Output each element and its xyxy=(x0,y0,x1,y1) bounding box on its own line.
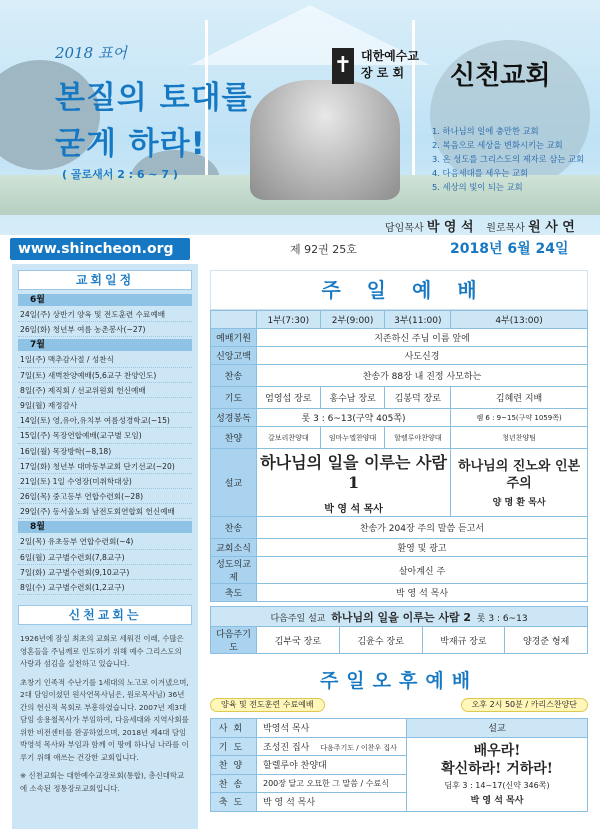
motto-year: 2018 표어 xyxy=(55,44,127,62)
schedule-item: 8일(수) 교구별수련회(1,2교구) xyxy=(18,580,192,595)
month-august: 8월 xyxy=(18,521,192,533)
afternoon-sermon-verse: 딤후 3 : 14~17(신약 346쪽) xyxy=(444,781,550,790)
issue-number: 제 92권 25호 xyxy=(290,243,357,256)
church-goals xyxy=(432,124,584,194)
schedule-heading: 교회일정 xyxy=(18,270,192,290)
row-value: 롯 3 : 6~13(구약 405쪽) xyxy=(257,409,451,427)
row-label: 예배기원 xyxy=(211,329,257,347)
table-row xyxy=(211,347,588,365)
afternoon-sermon-line2: 확신하라! 거하라! xyxy=(441,761,553,777)
afternoon-sermon-preacher: 박 영 석 목사 xyxy=(470,796,524,806)
next-week-table xyxy=(210,606,588,654)
row-label: 찬송 xyxy=(211,774,257,793)
goal-item: 1. 하나님의 일에 충만한 교회 xyxy=(432,126,539,136)
sidebar xyxy=(12,264,198,829)
next-sermon-cell xyxy=(211,607,588,627)
service-2: 2부(9:00) xyxy=(320,311,385,329)
row-value: 사도신경 xyxy=(257,347,588,365)
next-prayer-row xyxy=(211,627,588,654)
row-value: 지존하신 주님 이름 앞에 xyxy=(257,329,588,347)
row-value: 200장 달고 오묘한 그 말씀 / 수료식 xyxy=(257,774,407,793)
worship-title-banner xyxy=(210,270,588,310)
row-value: 할렐루야 찬양대 xyxy=(257,756,407,775)
table-row xyxy=(211,584,588,602)
church-name: 신천교회 xyxy=(450,61,551,91)
row-label: 축도 xyxy=(211,793,257,812)
sermon-cell xyxy=(257,449,451,517)
row-value: 박영석 목사 xyxy=(257,719,407,738)
row-label: 신앙고백 xyxy=(211,347,257,365)
goal-item: 3. 온 성도를 그리스도의 제자로 삼는 교회 xyxy=(432,154,584,164)
service-4: 4부(13:00) xyxy=(451,311,588,329)
denomination xyxy=(361,48,419,82)
schedule-item: 21일(토) 1일 수영장(미취학대상) xyxy=(18,474,192,489)
worship-order-table xyxy=(210,310,588,602)
afternoon-sermon-line1: 배우라! xyxy=(473,743,521,759)
row-value xyxy=(257,737,407,756)
sermon4-title: 하나님의 진노와 인본주의 xyxy=(458,458,581,491)
worship-section xyxy=(210,270,588,812)
next-sermon-verse: 롯 3 : 6~13 xyxy=(476,613,528,624)
row-value: 김혜련 지배 xyxy=(451,387,588,409)
website-link[interactable]: www.shincheon.org xyxy=(10,238,190,260)
table-row xyxy=(211,719,588,738)
row-value: 박 영 석 목사 xyxy=(257,793,407,812)
row-label: 찬양 xyxy=(211,427,257,449)
row-value: 할렐루야찬양대 xyxy=(385,427,451,449)
row-value: 엄영섭 장로 xyxy=(257,387,321,409)
schedule-item: 26일(목) 중고등부 연합수련회(~28) xyxy=(18,489,192,504)
schedule-item: 29일(주) 동서울노회 남전도회연합회 헌신예배 xyxy=(18,504,192,519)
row-value: 임마누엘찬양대 xyxy=(320,427,385,449)
afternoon-sermon-label: 설교 xyxy=(407,719,588,738)
denomination-line1: 대한예수교 xyxy=(361,49,419,63)
table-row xyxy=(211,539,588,557)
row-value: 환영 및 광고 xyxy=(257,539,588,557)
motto-line2: 굳게 하라! xyxy=(55,126,206,162)
next-sermon-label: 다음주일 설교 xyxy=(270,613,326,624)
row-label: 설교 xyxy=(211,449,257,517)
row-label: 교회소식 xyxy=(211,539,257,557)
service-header-row xyxy=(211,311,588,329)
row-value: 찬송가 204장 주의 말씀 듣고서 xyxy=(257,517,588,539)
schedule-item: 8일(주) 제직회 / 선교위원회 헌신예배 xyxy=(18,383,192,398)
afternoon-title: 주일오후예배 xyxy=(319,670,479,692)
sermon-title: 하나님의 일을 이루는 사람 1 xyxy=(260,453,447,492)
row-label: 찬양 xyxy=(211,756,257,775)
table-row xyxy=(211,329,588,347)
schedule-item: 16일(월) 목장방학(~8,18) xyxy=(18,444,192,459)
row-value: 양경준 형제 xyxy=(505,627,588,654)
table-row xyxy=(211,365,588,387)
table-row xyxy=(211,449,588,517)
schedule-item: 7일(화) 교구별수련회(9,10교구) xyxy=(18,565,192,580)
schedule-item: 6일(월) 교구별수련회(7,8교구) xyxy=(18,550,192,565)
pastors-line xyxy=(385,216,575,235)
service-1: 1부(7:30) xyxy=(257,311,321,329)
table-row xyxy=(211,557,588,584)
row-value: 살아계신 주 xyxy=(257,557,588,584)
afternoon-subinfo xyxy=(210,698,588,714)
family-photo xyxy=(250,80,400,200)
blank-cell xyxy=(211,311,257,329)
schedule-item: 26일(화) 청년부 여름 농촌봉사(~27) xyxy=(18,322,192,337)
emeritus-pastor-label: 원로목사 xyxy=(486,223,525,234)
row-value: 김봉덕 장로 xyxy=(385,387,451,409)
month-july: 7월 xyxy=(18,339,192,351)
about-paragraph: 초창기 인족적 수난기를 1세대의 노고로 이겨냈으며, 2대 담임이셨던 원사연목사님은, 원로목사님) 36년간의 헌신적 목회로 부흥하였습니다. 2007년 제3대 담임 송용철목사가 부임하여, 다음세대와 지역사회를 위한 비전센터를 완공하였으며, 2018년 제4대 담임 박영석 목사와 부임과 함께 이 땅에 하나님 나라를 이루기 위해 애쓰는 건강한 교회입니다. xyxy=(20,677,189,762)
sermon-preacher: 박 영 석 목사 xyxy=(324,504,383,515)
about-heading: 신천교회는 xyxy=(18,605,192,625)
sermon4-cell xyxy=(451,449,588,517)
bulletin-date: 2018년 6월 24일 xyxy=(450,241,569,257)
row-label: 축도 xyxy=(211,584,257,602)
row-value: 박재규 장로 xyxy=(422,627,505,654)
table-row xyxy=(211,517,588,539)
schedule-item: 2일(목) 유초등부 연합수련회(~4) xyxy=(18,534,192,549)
next-sermon-row xyxy=(211,607,588,627)
row-value: 박 영 석 목사 xyxy=(257,584,588,602)
service-3: 3부(11:00) xyxy=(385,311,451,329)
row-value: 렘 6 : 9~15(구약 1059쪽) xyxy=(451,409,588,427)
month-june: 6월 xyxy=(18,294,192,306)
row-label: 찬송 xyxy=(211,365,257,387)
row-label: 기도 xyxy=(211,387,257,409)
senior-pastor-label: 담임목사 xyxy=(385,223,424,234)
row-label: 성경봉독 xyxy=(211,409,257,427)
cross-logo-icon: ✝ xyxy=(332,48,354,84)
row-label: 성도의교제 xyxy=(211,557,257,584)
afternoon-table xyxy=(210,718,588,812)
afternoon-title-banner xyxy=(210,666,588,690)
afternoon-sermon-cell xyxy=(407,737,588,811)
schedule-item: 7일(토) 새벽찬양예배(5,6교구 찬양인도) xyxy=(18,368,192,383)
row-value: 청년찬양팀 xyxy=(451,427,588,449)
table-row xyxy=(211,387,588,409)
about-text xyxy=(20,633,190,795)
emeritus-pastor-name: 원 사 연 xyxy=(528,220,575,235)
sermon4-preacher: 양 명 환 목사 xyxy=(492,497,546,508)
schedule-item: 24일(주) 상반기 양육 및 전도훈련 수료예배 xyxy=(18,307,192,322)
about-paragraph: 1926년에 잠실 최초의 교회로 세워진 이래, 수많은 영혼들을 주님께로 인도하기 위해 예수 그리스도의 사랑과 섬김을 실천하고 있습니다. xyxy=(20,634,184,669)
row-label: 찬송 xyxy=(211,517,257,539)
goal-item: 2. 복음으로 세상을 변화시키는 교회 xyxy=(432,140,563,150)
row-value: 갈보리찬양대 xyxy=(257,427,321,449)
row-value: 홍수남 장로 xyxy=(320,387,385,409)
row-label: 다음주기도 xyxy=(211,627,257,654)
senior-pastor-name: 박 영 석 xyxy=(426,220,474,235)
row-label: 기도 xyxy=(211,737,257,756)
about-note: ※ 신천교회는 대한예수교장로회(통합), 총신대학교에 소속된 정통장로교회입니다. xyxy=(20,771,185,793)
worship-title: 주일예배 xyxy=(321,278,503,302)
prayer-name: 조성진 집사 xyxy=(263,742,310,753)
schedule-item: 9일(월) 재정감사 xyxy=(18,398,192,413)
afternoon-event-badge: 양육 및 전도훈련 수료예배 xyxy=(210,698,325,712)
row-value: 김윤수 장로 xyxy=(339,627,422,654)
row-label: 사회 xyxy=(211,719,257,738)
row-value: 김부국 장로 xyxy=(257,627,340,654)
schedule-item: 17일(화) 청년부 대마동부교회 단기선교(~20) xyxy=(18,459,192,474)
schedule-item: 15일(주) 목장연합예배(교구별 모임) xyxy=(18,428,192,443)
schedule-item: 14일(토) 영,유아,유치부 여름성경학교(~15) xyxy=(18,413,192,428)
next-sermon-title: 하나님의 일을 이루는 사람 2 xyxy=(331,610,472,624)
row-value: 찬송가 88장 내 진정 사모하는 xyxy=(257,365,588,387)
table-row xyxy=(211,427,588,449)
table-row xyxy=(211,737,588,756)
afternoon-time-badge: 오후 2시 50분 / 카리스찬양단 xyxy=(461,698,588,712)
next-prayer: 다음주기도 / 이찬우 집사 xyxy=(320,743,397,752)
denomination-line2: 장 로 회 xyxy=(361,66,405,80)
schedule-item: 1일(주) 맥추감사절 / 성찬식 xyxy=(18,352,192,367)
motto-line1: 본질의 토대를 xyxy=(55,80,253,116)
table-row xyxy=(211,409,588,427)
goal-item: 5. 세상의 빛이 되는 교회 xyxy=(432,182,523,192)
motto-verse: ( 골로새서 2 : 6 ~ 7 ) xyxy=(62,168,178,181)
goal-item: 4. 다음세대를 세우는 교회 xyxy=(432,168,528,178)
